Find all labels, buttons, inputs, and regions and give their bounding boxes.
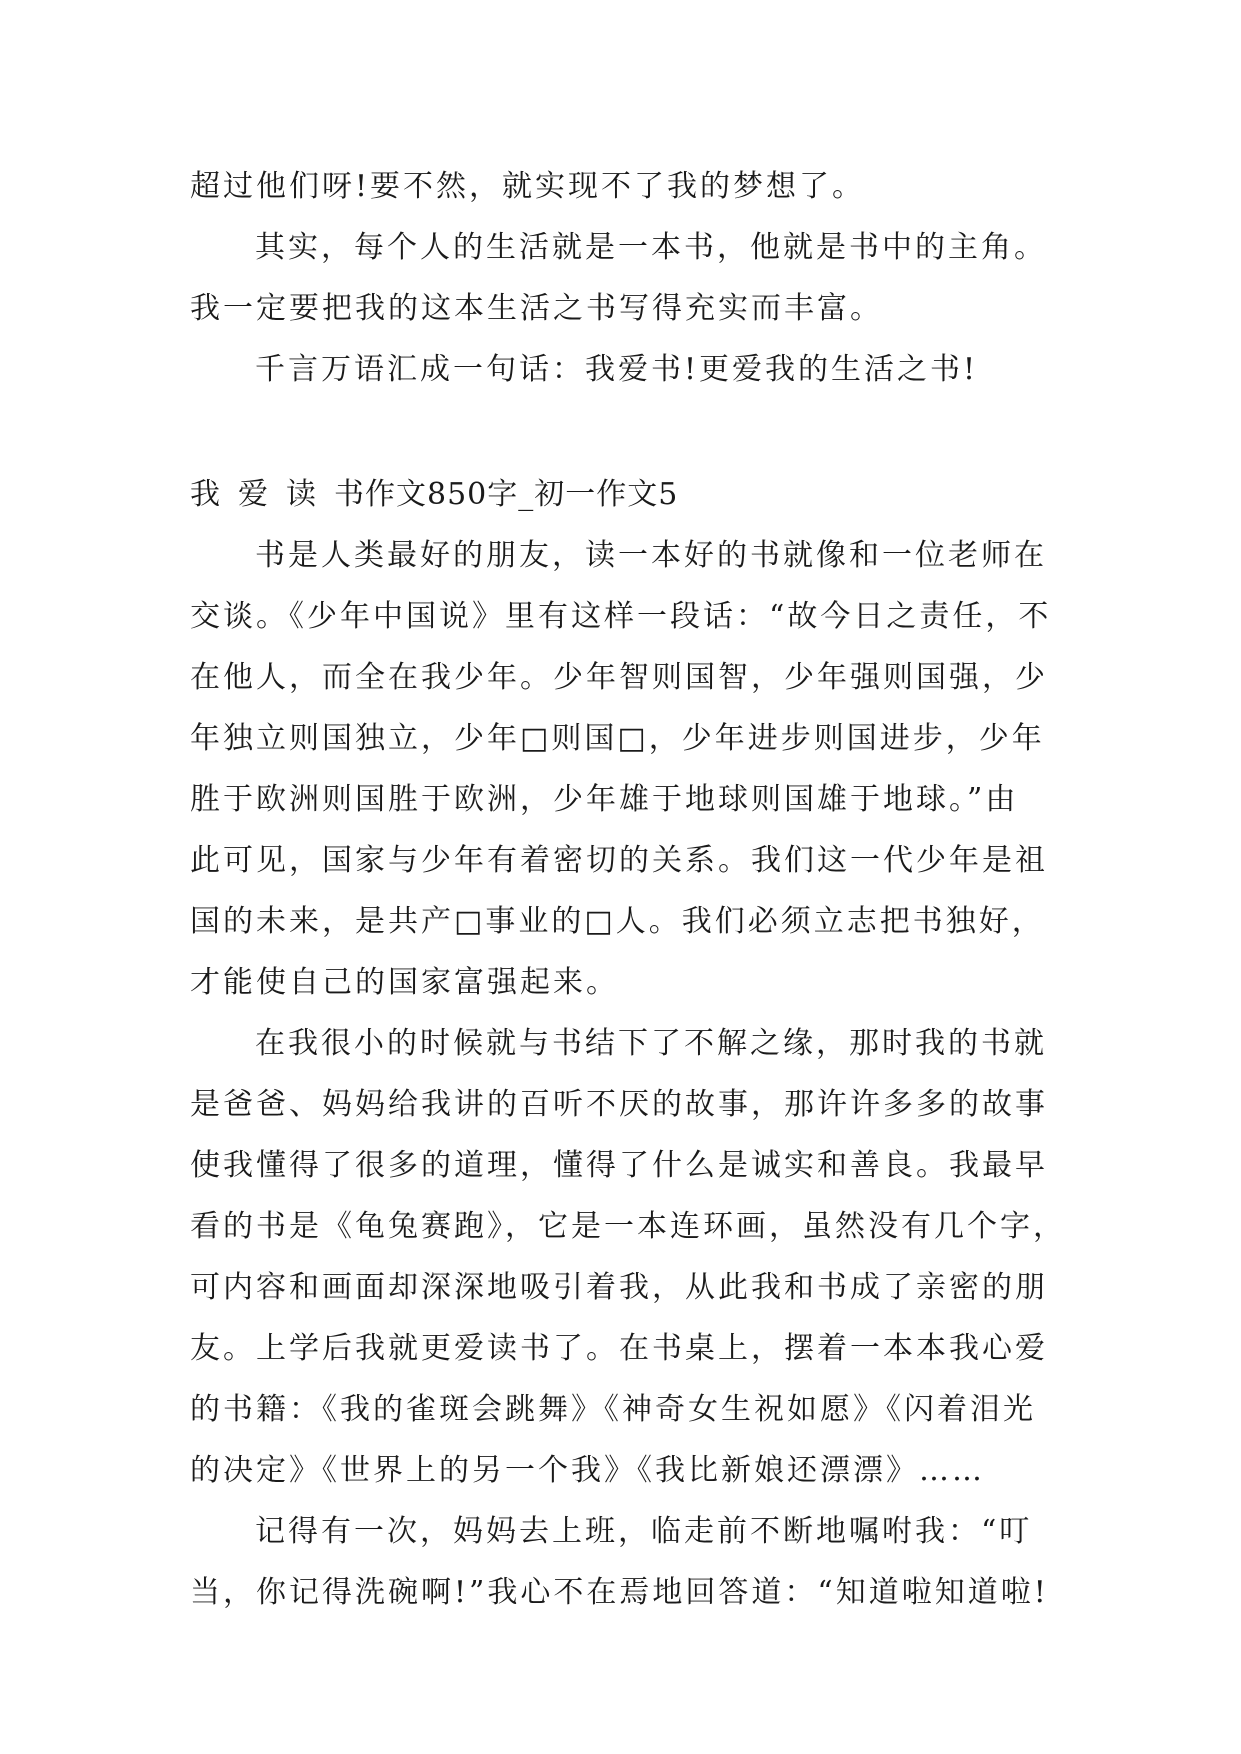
paragraph-line: 我一定要把我的这本生活之书写得充实而丰富。 — [190, 291, 883, 326]
heading-spaced-text: 我爱读 — [190, 477, 334, 512]
section-gap — [190, 400, 1070, 464]
paragraph-line: 看的书是《龟兔赛跑》，它是一本连环画，虽然没有几个字， — [190, 1209, 1066, 1244]
paragraph-line: 记得有一次，妈妈去上班，临走前不断地嘱咐我：“叮 — [255, 1514, 1033, 1549]
paragraph-line: 可内容和画面却深深地吸引着我，从此我和书成了亲密的朋 — [190, 1270, 1048, 1305]
heading-rest-text: 书作文850字_初一作文5 — [334, 477, 679, 512]
paragraph-line: 书是人类最好的朋友，读一本好的书就像和一位老师在 — [255, 538, 1047, 573]
paragraph-line: 友。上学后我就更爱读书了。在书桌上，摆着一本本我心爱 — [190, 1331, 1048, 1366]
document-body — [190, 156, 1070, 1623]
paragraph-line: 交谈。《少年中国说》里有这样一段话：“故今日之责任，不 — [190, 599, 1052, 634]
paragraph-line: 使我懂得了很多的道理，懂得了什么是诚实和善良。我最早 — [190, 1148, 1048, 1183]
paragraph-line: 的决定》《世界上的另一个我》《我比新娘还漂漂》…… — [190, 1453, 985, 1488]
paragraph-line: 年独立则国独立，少年□则国□，少年进步则国进步，少年 — [190, 721, 1045, 756]
paragraph-line: 在我很小的时候就与书结下了不解之缘，那时我的书就 — [255, 1026, 1047, 1061]
section-heading — [190, 464, 1070, 525]
paragraph-line: 千言万语汇成一句话：我爱书!更爱我的生活之书! — [255, 352, 979, 387]
paragraph-line: 在他人，而全在我少年。少年智则国智，少年强则国强，少 — [190, 660, 1048, 695]
paragraph-line: 当，你记得洗碗啊!”我心不在焉地回答道：“知道啦知道啦! — [190, 1575, 1049, 1610]
paragraph-line: 胜于欧洲则国胜于欧洲，少年雄于地球则国雄于地球。”由 — [190, 782, 1019, 817]
paragraph-line: 此可见，国家与少年有着密切的关系。我们这一代少年是祖 — [190, 843, 1048, 878]
paragraph-line: 是爸爸、妈妈给我讲的百听不厌的故事，那许许多多的故事 — [190, 1087, 1048, 1122]
paragraph-line: 国的未来，是共产□事业的□人。我们必须立志把书独好， — [190, 904, 1045, 939]
paragraph-line: 其实，每个人的生活就是一本书，他就是书中的主角。 — [255, 230, 1047, 265]
paragraph-line: 超过他们呀!要不然，就实现不了我的梦想了。 — [190, 169, 866, 204]
paragraph-line: 才能使自己的国家富强起来。 — [190, 965, 619, 1000]
paragraph-line: 的书籍：《我的雀斑会跳舞》《神奇女生祝如愿》《闪着泪光 — [190, 1392, 1036, 1427]
